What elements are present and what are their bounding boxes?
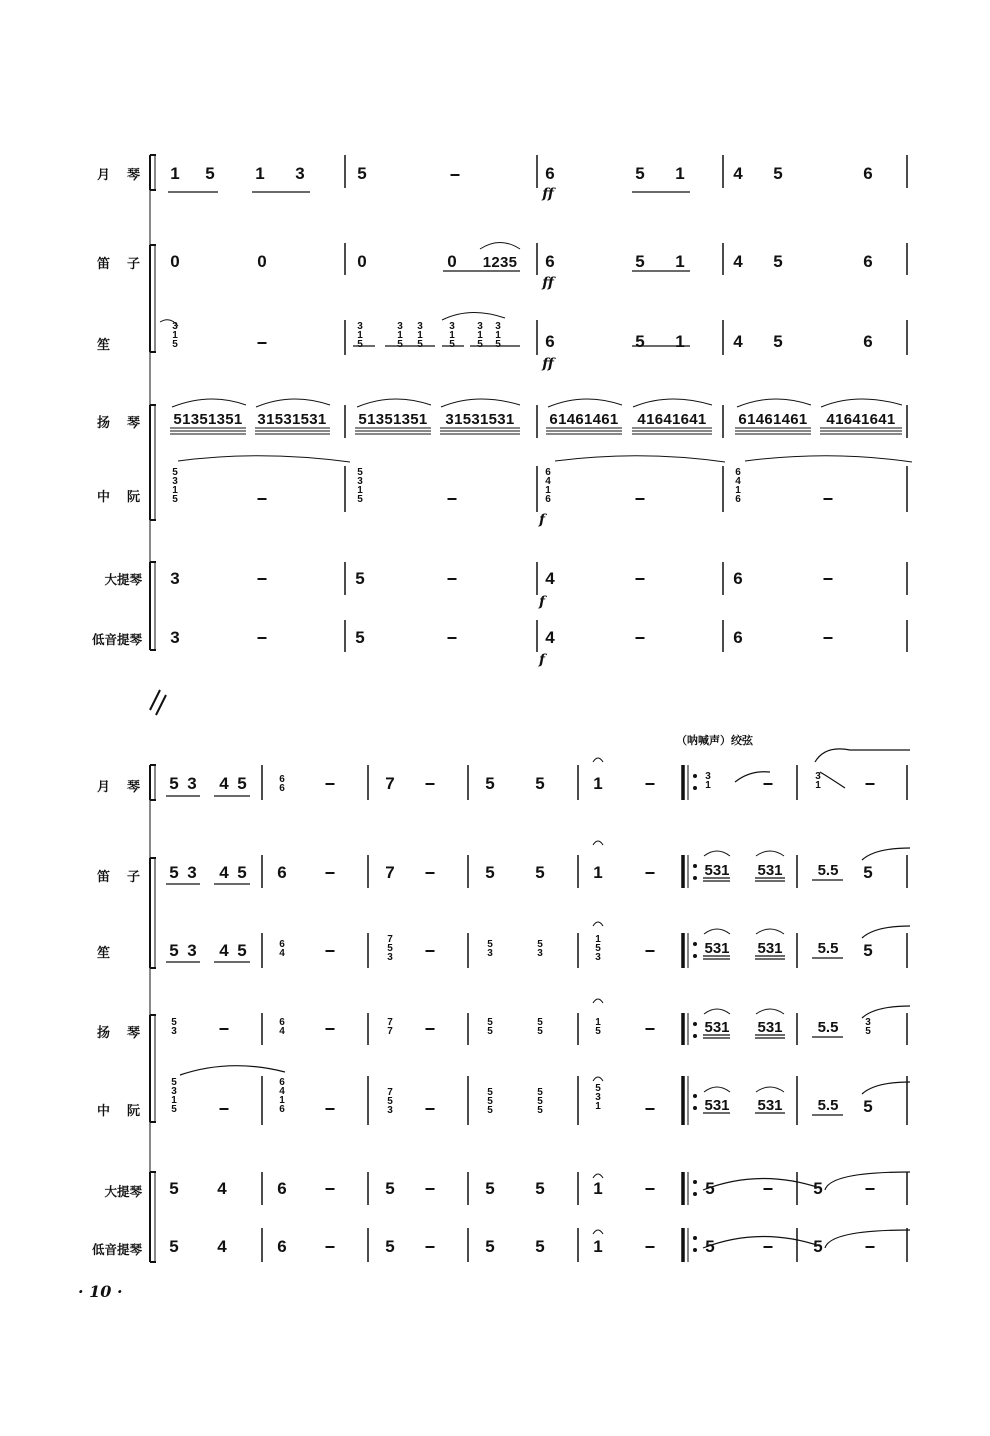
- instrument-label-sheng: 笙: [96, 946, 112, 961]
- chord: 3 5: [865, 1017, 871, 1037]
- note: 5: [355, 628, 365, 647]
- note: 6: [863, 164, 873, 183]
- note: 6: [545, 332, 555, 351]
- note: 5: [635, 252, 645, 271]
- dash: [426, 950, 435, 952]
- note: 6: [277, 863, 287, 882]
- note: 4: [217, 1237, 227, 1256]
- note: 4: [545, 569, 555, 588]
- note-group: 531: [704, 862, 730, 879]
- note: 7: [385, 774, 395, 793]
- chord: 3 1 5: [357, 321, 363, 350]
- note: 3: [295, 164, 305, 183]
- note: 6: [863, 252, 873, 271]
- note: 3: [187, 941, 197, 960]
- note-group: 5.5: [817, 940, 839, 957]
- instrument-label-yueqin: 月 琴: [96, 780, 142, 795]
- note: 6: [863, 332, 873, 351]
- note: 5: [169, 1237, 179, 1256]
- dash: [326, 1108, 335, 1110]
- chord: 5 3 1: [595, 1083, 601, 1112]
- note: 3: [170, 569, 180, 588]
- chord: 5 5: [537, 1017, 543, 1037]
- note: 5: [485, 774, 495, 793]
- dash: [326, 1188, 335, 1190]
- dash: [646, 1028, 655, 1030]
- instrument-label-zhongruan: 中 阮: [96, 1104, 142, 1119]
- note: 5: [863, 863, 873, 882]
- note-group: 61461461: [549, 411, 619, 428]
- instrument-label-zhongruan: 中 阮: [96, 490, 142, 505]
- note: 1: [675, 332, 685, 351]
- dash: [326, 950, 335, 952]
- note: 5: [535, 774, 545, 793]
- note: 5: [485, 1179, 495, 1198]
- note: 1: [170, 164, 180, 183]
- note-group: 5.5: [817, 862, 839, 879]
- chord: 5 5 5: [537, 1087, 543, 1116]
- chord: 5 3 1 5: [172, 467, 178, 505]
- chord: 3 1: [705, 771, 711, 791]
- dash: [426, 783, 435, 785]
- chord: 3 1 5: [449, 321, 455, 350]
- chord: 5 3 1 5: [171, 1077, 177, 1115]
- instrument-label-yueqin: 月 琴: [96, 168, 142, 183]
- note: 4: [545, 628, 555, 647]
- dynamic-ff: ff: [542, 186, 554, 202]
- note: 6: [545, 252, 555, 271]
- dash: [326, 783, 335, 785]
- dash: [866, 1246, 875, 1248]
- note: 0: [357, 252, 367, 271]
- dash: [764, 1188, 773, 1190]
- note: 4: [219, 774, 229, 793]
- note: 1: [593, 863, 603, 882]
- dash: [646, 1246, 655, 1248]
- note: 5: [813, 1237, 823, 1256]
- dash: [426, 1188, 435, 1190]
- note: 7: [385, 863, 395, 882]
- note: 5: [705, 1237, 715, 1256]
- note: 5: [169, 863, 179, 882]
- chord: 3 1 5: [172, 321, 178, 350]
- note: 3: [187, 774, 197, 793]
- note: 5: [813, 1179, 823, 1198]
- chord: 7 5 3: [387, 1087, 393, 1116]
- dynamic-f: f: [538, 594, 546, 610]
- chord: 3 1 5: [417, 321, 423, 350]
- instrument-label-diyin: 低音提琴: [91, 1242, 142, 1257]
- dash: [866, 1188, 875, 1190]
- note: 3: [170, 628, 180, 647]
- instrument-label-dizi: 笛 子: [96, 870, 142, 885]
- dynamic-f: f: [538, 652, 546, 668]
- page-number: · 10 ·: [78, 1282, 123, 1301]
- instrument-label-daqin: 大提琴: [104, 572, 142, 587]
- dash: [426, 1028, 435, 1030]
- note: 3: [187, 863, 197, 882]
- note: 5: [705, 1179, 715, 1198]
- note: 6: [277, 1179, 287, 1198]
- note-group: 61461461: [738, 411, 808, 428]
- note: 5: [237, 941, 247, 960]
- dash: [426, 872, 435, 874]
- note: 5: [357, 164, 367, 183]
- dash: [426, 1108, 435, 1110]
- note: 5: [635, 164, 645, 183]
- note-group: 531: [757, 940, 783, 957]
- note: 4: [219, 941, 229, 960]
- chord: 1 5 3: [595, 934, 601, 963]
- note: 5: [237, 774, 247, 793]
- dash: [326, 1246, 335, 1248]
- chord: 6 4: [279, 1017, 285, 1037]
- note: 5: [169, 774, 179, 793]
- note: 1: [675, 252, 685, 271]
- chord: 7 5 3: [387, 934, 393, 963]
- chord: 5 5 5: [487, 1087, 493, 1116]
- note-group: 51351351: [173, 411, 243, 428]
- chord: 5 3: [537, 939, 543, 959]
- note-group: 1235: [482, 254, 518, 271]
- chord: 6 4 1 6: [545, 467, 551, 505]
- note: 4: [219, 863, 229, 882]
- dash: [326, 872, 335, 874]
- note: 5: [237, 863, 247, 882]
- instrument-label-daqin: 大提琴: [104, 1184, 142, 1199]
- note: 5: [385, 1179, 395, 1198]
- note-group: 531: [757, 1097, 783, 1114]
- chord: 3 1: [815, 771, 821, 791]
- chord: 6 4: [279, 939, 285, 959]
- note: 5: [773, 332, 783, 351]
- dash: [866, 783, 875, 785]
- note: 5: [385, 1237, 395, 1256]
- chord: 6 4 1 6: [279, 1077, 285, 1115]
- note: 5: [485, 1237, 495, 1256]
- chord: 5 3: [487, 939, 493, 959]
- chord: 5 5: [487, 1017, 493, 1037]
- dash: [220, 1028, 229, 1030]
- note-group: 51351351: [358, 411, 428, 428]
- note-group: 41641641: [826, 411, 896, 428]
- note-group: 5.5: [817, 1019, 839, 1036]
- note: 0: [447, 252, 457, 271]
- note: 6: [545, 164, 555, 183]
- note: 4: [217, 1179, 227, 1198]
- note: 5: [635, 332, 645, 351]
- dynamic-f: f: [538, 512, 546, 528]
- instrument-label-dizi: 笛 子: [96, 257, 142, 272]
- dynamic-ff: ff: [542, 356, 554, 372]
- note: 5: [205, 164, 215, 183]
- note-group: 41641641: [637, 411, 707, 428]
- note-group: 31531531: [445, 411, 515, 428]
- note-group: 531: [704, 1019, 730, 1036]
- dash: [426, 1246, 435, 1248]
- dash: [764, 1246, 773, 1248]
- note: 4: [733, 332, 743, 351]
- note: 0: [257, 252, 267, 271]
- note: 1: [675, 164, 685, 183]
- note: 4: [733, 252, 743, 271]
- note: 6: [733, 569, 743, 588]
- dash: [646, 1188, 655, 1190]
- note: 5: [169, 1179, 179, 1198]
- instrument-label-yangqin: 扬 琴: [96, 416, 142, 431]
- note: 1: [593, 1237, 603, 1256]
- chord: 3 1 5: [495, 321, 501, 350]
- note: 1: [593, 774, 603, 793]
- note: 0: [170, 252, 180, 271]
- chord: 3 1 5: [477, 321, 483, 350]
- note-group: 5.5: [817, 1097, 839, 1114]
- instrument-label-yangqin: 扬 琴: [96, 1026, 142, 1041]
- dash: [220, 1108, 229, 1110]
- chord: 3 1 5: [397, 321, 403, 350]
- note: 5: [773, 164, 783, 183]
- note: 5: [535, 863, 545, 882]
- instrument-label-sheng: 笙: [96, 338, 112, 353]
- dash: [646, 1108, 655, 1110]
- note: 5: [535, 1237, 545, 1256]
- chord: 5 3: [171, 1017, 177, 1037]
- note: 6: [277, 1237, 287, 1256]
- chord: 6 4 1 6: [735, 467, 741, 505]
- chord: 1 5: [595, 1017, 601, 1037]
- performance-annotation: （呐喊声）绞弦: [676, 734, 753, 747]
- dash: [764, 783, 773, 785]
- note: 6: [733, 628, 743, 647]
- note: 5: [773, 252, 783, 271]
- note: 5: [863, 941, 873, 960]
- note-group: 31531531: [257, 411, 327, 428]
- note: 5: [863, 1097, 873, 1116]
- note: 5: [355, 569, 365, 588]
- note: 5: [485, 863, 495, 882]
- note-group: 531: [757, 862, 783, 879]
- chord: 5 3 1 5: [357, 467, 363, 505]
- note: 5: [535, 1179, 545, 1198]
- dash: [646, 783, 655, 785]
- instrument-label-diyin: 低音提琴: [91, 632, 142, 647]
- note-group: 531: [757, 1019, 783, 1036]
- dash: [646, 872, 655, 874]
- note: 4: [733, 164, 743, 183]
- note-group: 531: [704, 1097, 730, 1114]
- chord: 6 6: [279, 774, 285, 794]
- dynamic-ff: ff: [542, 275, 554, 291]
- note: 5: [169, 941, 179, 960]
- note: 1: [593, 1179, 603, 1198]
- chord: 7 7: [387, 1017, 393, 1037]
- note-group: 531: [704, 940, 730, 957]
- dash: [646, 950, 655, 952]
- note: 1: [255, 164, 265, 183]
- dash: [326, 1028, 335, 1030]
